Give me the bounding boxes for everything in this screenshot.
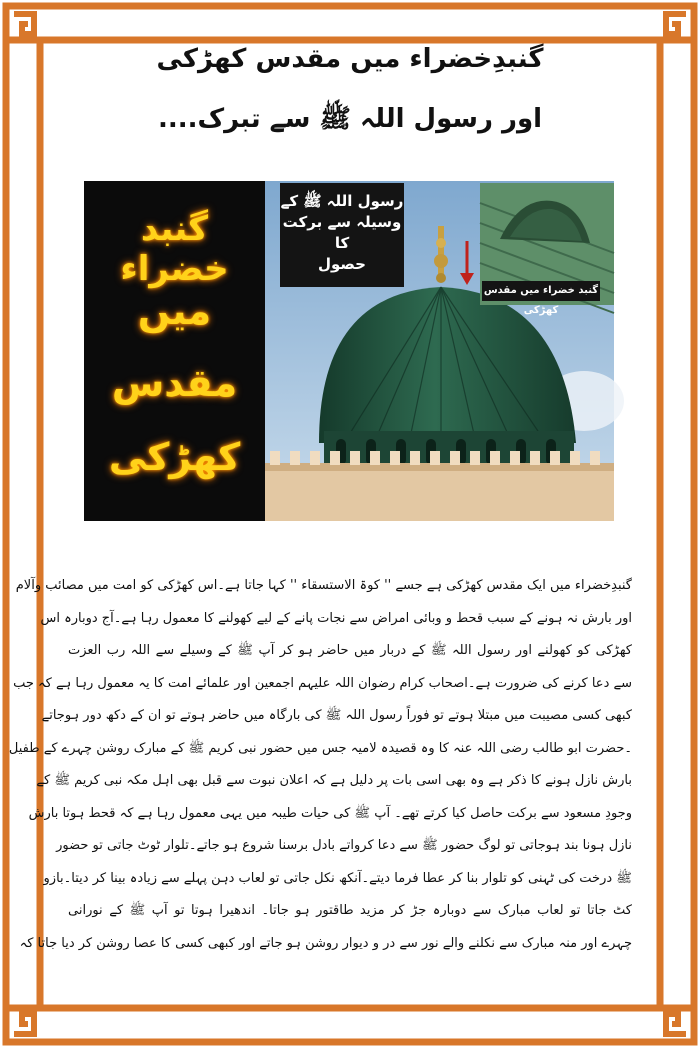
body-line: ﷺ درخت کی ٹہنی کو تلوار بنا کر عطا فرما دیتے۔آنکھ نکل جاتی تو لعاب دہن پہلے سے زیادہ بینا کر دیتا۔بازو bbox=[43, 870, 632, 886]
hero-image bbox=[84, 181, 614, 521]
inset-photo bbox=[480, 183, 614, 316]
page-subtitle: اور رسول اللہ ﷺ سے تبرک.... bbox=[157, 104, 543, 134]
caption-line: رسول اللہ ﷺ کے bbox=[280, 192, 404, 210]
body-line: گنبدِخضراء میں ایک مقدس کھڑکی ہے جسے '' کوۃ الاستسقاء '' کہا جاتا ہے۔اس کھڑکی کو امت میں مصائب وآلام bbox=[15, 578, 632, 593]
body-line: نازل ہونا بند ہوجاتی تو لوگ حضور ﷺ سے دعا کرواتے بادل برسنا شروع ہو جاتے۔تلوار ٹوٹ جاتی تو حضور bbox=[56, 838, 632, 853]
inset-label: گنبد خضراء میں مقدس کھڑکی bbox=[482, 281, 600, 301]
body-line: کھڑکی کو کھولنے اور رسول اللہ ﷺ کے دربار میں حاضر ہو کر آپ ﷺ کے وسیلے سے اللہ رب العزت bbox=[68, 643, 632, 658]
body-line: چہرے اور منہ مبارک سے نکلنے والے نور سے در و دیوار روشن ہو جاتے اور کبھی کسی کا عصا روشن کر دیا جاتا کہ bbox=[19, 935, 632, 951]
page-title: گنبدِخضراء میں مقدس کھڑکی bbox=[156, 44, 544, 74]
body-line: سے دعا کرنے کی ضرورت ہے۔اصحاب کرام رضوان اللہ علیہم اجمعین اور علمائے امت کا یہ معمول رہا ہے کہ جب bbox=[13, 675, 632, 691]
body-line: کٹ جاتا تو لعاب مبارک سے دوبارہ جڑ کر مزید طاقتور ہو جاتا۔ اندھیرا ہوتا تو آپ ﷺ کے نورانی bbox=[68, 903, 632, 918]
body-line: اور بارش نہ ہونے کے سبب قحط و وبائی امراض سے نجات پانے کے لیے کھولنے کا معمول رہا ہے۔آج دوبارہ اس bbox=[40, 610, 632, 626]
vertical-word: گنبد خضراء bbox=[120, 209, 229, 289]
body-line: کبھی کسی مصیبت میں مبتلا ہوتے تو فوراً رسول اللہ ﷺ کی بارگاہ میں حاضر ہوتے تو ان کے دکھ دور ہوجاتے bbox=[41, 708, 632, 723]
body-line: وجودِ مسعود سے برکت حاصل کیا کرتے تھے۔ آپ ﷺ کی حیات طیبہ میں یہی معمول رہا ہے کہ قحط ہوتا بارش bbox=[28, 805, 632, 821]
vertical-title-panel bbox=[84, 181, 265, 521]
vertical-word: مقدس bbox=[111, 361, 238, 405]
body-line: ۔حضرت ابو طالب رضی اللہ عنہ کا وہ قصیدہ لامیہ جس میں حضور نبی کریم ﷺ کے مبارک روشن چہرے کے طفیل bbox=[8, 740, 632, 756]
body-line: بارش نازل ہونے کا ذکر ہے وہ بھی اسی بات پر دلیل ہے کہ اعلان نبوت سے قبل بھی اہل مکہ نبی کریم ﷺ کے bbox=[36, 773, 632, 788]
image-caption bbox=[280, 183, 404, 287]
article-body bbox=[8, 570, 632, 960]
vertical-word: کھڑکی bbox=[108, 435, 241, 479]
caption-line: حصول bbox=[317, 255, 366, 273]
caption-line: وسیلہ سے برکت کا bbox=[282, 213, 402, 252]
vertical-word: میں bbox=[137, 289, 212, 333]
